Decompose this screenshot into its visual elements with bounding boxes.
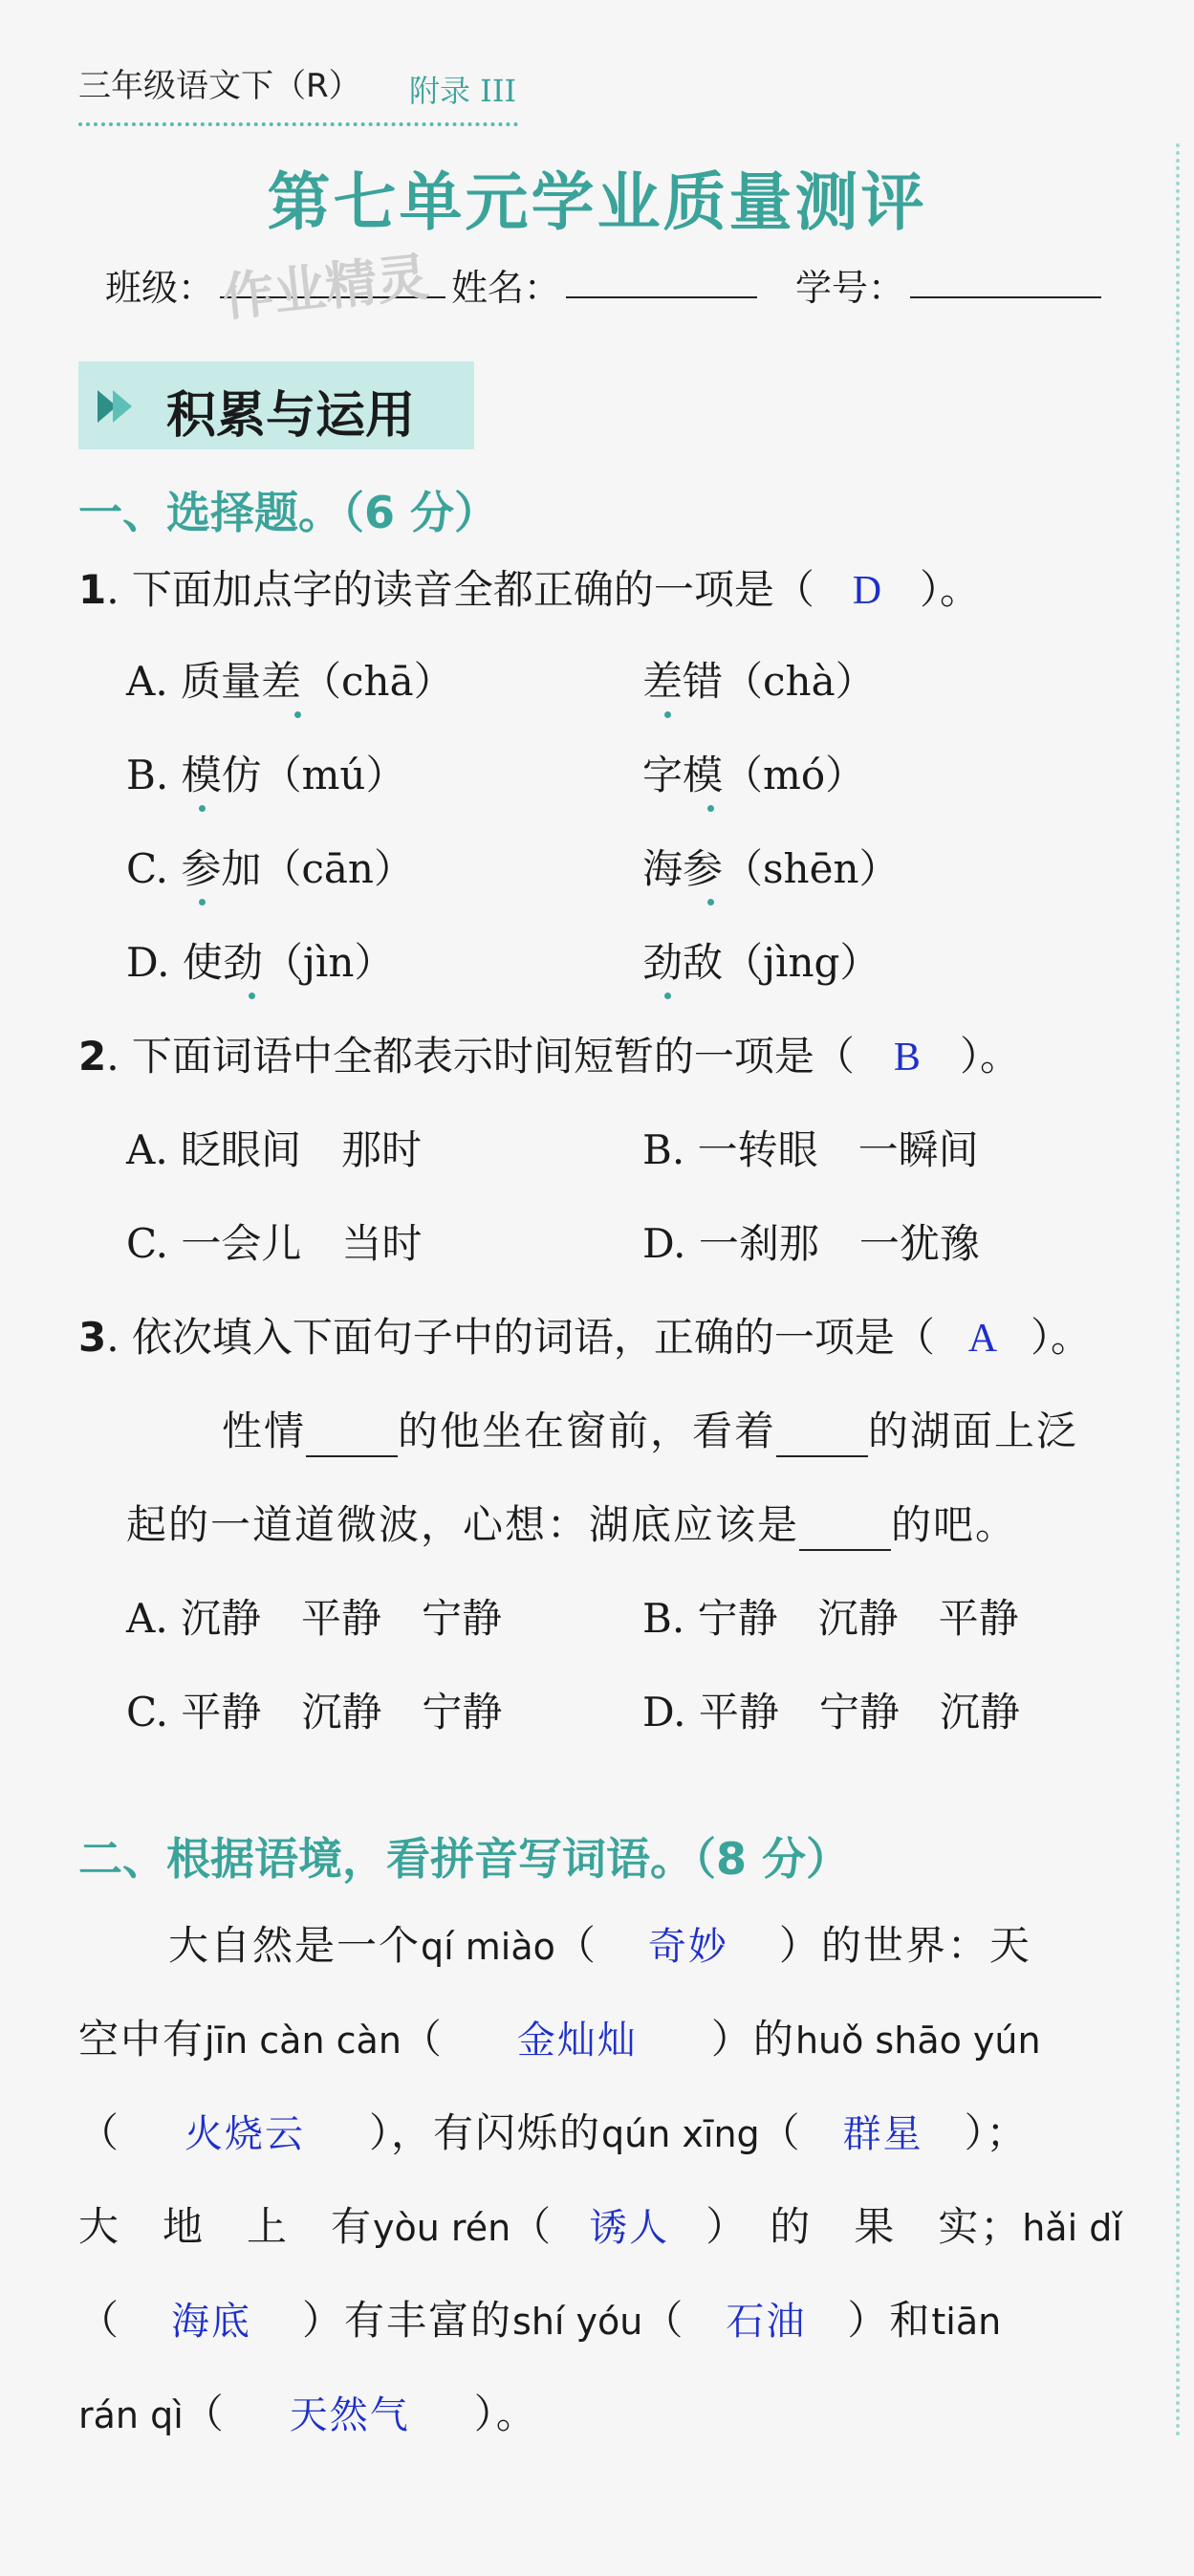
sentence-part: 的吧。 <box>891 1501 1018 1548</box>
answer[interactable]: 天然气 <box>289 2393 410 2437</box>
q3-sentence-line2 <box>126 1494 1017 1551</box>
passage-text: 大自然是一个 <box>168 1922 422 1969</box>
answer[interactable]: A <box>967 1317 998 1361</box>
header-divider <box>78 122 518 126</box>
question-text: . 下面词语中全都表示时间短暂的一项是（ <box>106 1033 855 1080</box>
q3-sentence-line1 <box>222 1400 1078 1457</box>
passage-line-2: 空中有jīn càn càn（ 金灿灿 ）的huǒ shāo yún <box>78 2008 1041 2065</box>
question-3 <box>78 1306 1091 1364</box>
pinyin: qí miào <box>421 1926 555 1968</box>
passage-line-5: （ 海底 ）有丰富的shí yóu（ 石油 ）和tiān <box>78 2289 1001 2347</box>
section-banner <box>78 361 474 449</box>
question-close: ）。 <box>919 566 980 613</box>
id-label: 学号： <box>795 267 905 309</box>
passage-line-6: rán qì（ 天然气 ）。 <box>78 2383 538 2440</box>
question-number: 2 <box>78 1033 107 1080</box>
fill-blank[interactable] <box>306 1417 398 1457</box>
q3-option-c[interactable]: C. 平静 沉静 宁静 <box>126 1689 503 1736</box>
passage-text: ），有闪烁的 <box>369 2109 602 2156</box>
passage-text: 空中有 <box>78 2016 206 2063</box>
sentence-part: 性情 <box>222 1408 307 1454</box>
emphasis-dot <box>199 805 206 812</box>
q1-option-d[interactable]: D. 使劲（jìn） <box>126 939 395 986</box>
passage-text: ）； <box>964 2109 1029 2156</box>
q3-option-a[interactable]: A. 沉静 平静 宁静 <box>126 1595 503 1642</box>
emphasis-dot <box>664 711 671 718</box>
q1-option-c[interactable]: C. 参加（cān） <box>126 845 414 892</box>
q2-option-b[interactable]: B. 一转眼 一瞬间 <box>642 1126 979 1173</box>
emphasis-dot <box>707 805 714 812</box>
q1-option-d2: 劲敌（jìng） <box>642 939 880 986</box>
name-blank[interactable] <box>566 262 757 298</box>
fill-blank[interactable] <box>799 1511 891 1551</box>
sentence-part: 的湖面上泛 <box>868 1408 1079 1454</box>
pinyin: tiān <box>931 2301 1002 2343</box>
answer[interactable]: B <box>893 1036 921 1080</box>
passage-line-4: 大 地 上 有yòu rén（ 诱人 ） 的 果 实；hǎi dǐ <box>78 2195 1122 2253</box>
pinyin: yòu rén <box>373 2207 511 2249</box>
answer[interactable]: D <box>852 569 882 613</box>
pinyin: jīn càn càn <box>205 2019 402 2062</box>
margin-divider <box>1176 143 1180 2438</box>
pinyin: shí yóu <box>512 2301 643 2343</box>
question-close: ）。 <box>959 1033 1020 1080</box>
question-2 <box>78 1025 1020 1082</box>
passage-line-1: 大自然是一个qí miào（ 奇妙 ）的世界：天 <box>168 1914 1031 1972</box>
passage-line-3: （ 火烧云 ），有闪烁的qún xīng（ 群星 ）； <box>78 2102 1029 2159</box>
passage-text: ）的 <box>710 2016 795 2063</box>
emphasis-dot <box>664 993 671 999</box>
passage-text: ）。 <box>473 2390 538 2437</box>
passage-text: 大 地 上 有 <box>78 2203 374 2250</box>
appendix-label: 附录 III <box>409 73 517 109</box>
sentence-part: 的他坐在窗前，看着 <box>398 1408 777 1454</box>
watermark: 作业精灵 <box>219 246 432 329</box>
passage-text: ） 的 果 实； <box>706 2203 1023 2250</box>
book-label: 三年级语文下（R） <box>78 67 361 105</box>
answer[interactable]: 火烧云 <box>185 2112 306 2156</box>
q2-option-d[interactable]: D. 一刹那 一犹豫 <box>642 1220 980 1267</box>
section-title: 积累与运用 <box>166 387 416 445</box>
q2-option-a[interactable]: A. 眨眼间 那时 <box>126 1126 423 1173</box>
emphasis-dot <box>294 711 301 718</box>
answer[interactable]: 诱人 <box>589 2206 670 2250</box>
id-blank[interactable] <box>910 262 1101 298</box>
arrow-icon <box>113 390 132 423</box>
question-number: 3 <box>78 1314 107 1361</box>
emphasis-dot <box>707 899 714 906</box>
q3-option-b[interactable]: B. 宁静 沉静 平静 <box>642 1595 1019 1642</box>
question-1 <box>78 558 980 616</box>
answer[interactable]: 石油 <box>726 2300 807 2344</box>
question-text: . 依次填入下面句子中的词语，正确的一项是（ <box>106 1314 935 1361</box>
pinyin: huǒ shāo yún <box>794 2019 1041 2062</box>
q1-option-b[interactable]: B. 模仿（mú） <box>126 752 406 798</box>
question-number: 1 <box>78 566 107 613</box>
emphasis-dot <box>199 899 206 906</box>
page-title: 第七单元学业质量测评 <box>267 165 927 239</box>
question-close: ）。 <box>1030 1314 1091 1361</box>
q1-option-a[interactable]: A. 质量差（chā） <box>126 658 454 705</box>
pinyin: hǎi dǐ <box>1022 2207 1122 2249</box>
class-label: 班级： <box>105 267 215 309</box>
part1-heading: 一、选择题。（6 分） <box>78 487 499 538</box>
sentence-part: 起的一道道微波，心想：湖底应该是 <box>126 1501 800 1548</box>
name-label: 姓名： <box>451 267 561 309</box>
q1-option-c2: 海参（shēn） <box>642 845 900 892</box>
answer[interactable]: 群星 <box>842 2112 923 2156</box>
q1-option-b2: 字模（mó） <box>642 752 866 798</box>
emphasis-dot <box>249 993 255 999</box>
answer[interactable]: 金灿灿 <box>516 2019 638 2063</box>
pinyin: rán qì <box>78 2394 184 2436</box>
q3-option-d[interactable]: D. 平静 宁静 沉静 <box>642 1689 1020 1736</box>
part2-heading: 二、根据语境，看拼音写词语。（8 分） <box>78 1833 851 1885</box>
answer[interactable]: 海底 <box>171 2300 252 2344</box>
answer[interactable]: 奇妙 <box>647 1925 728 1969</box>
q2-option-c[interactable]: C. 一会儿 当时 <box>126 1220 423 1267</box>
pinyin: qún xīng <box>601 2113 760 2155</box>
passage-text: ）的世界：天 <box>778 1922 1031 1969</box>
fill-blank[interactable] <box>776 1417 868 1457</box>
passage-text: ）有丰富的 <box>302 2297 513 2344</box>
question-text: . 下面加点字的读音全都正确的一项是（ <box>106 566 814 613</box>
q1-option-a2: 差错（chà） <box>642 658 876 705</box>
passage-text: ）和 <box>847 2297 932 2344</box>
